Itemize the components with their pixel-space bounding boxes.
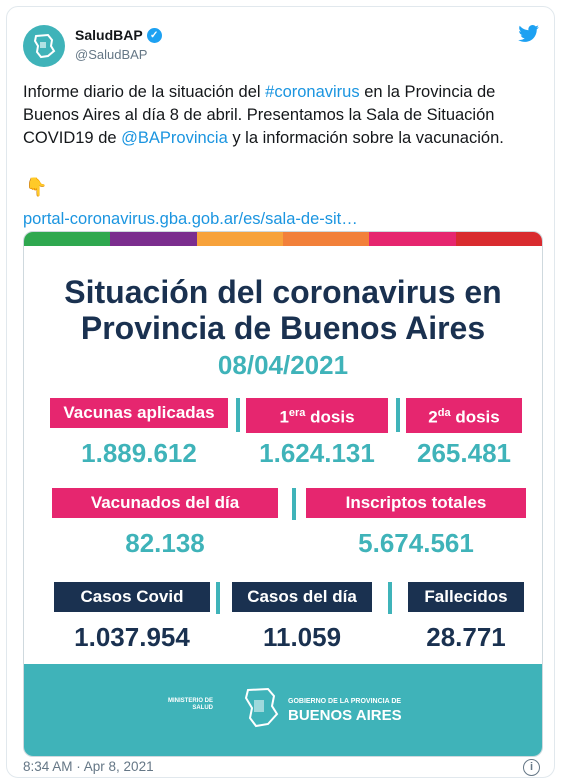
color-stripe-bar — [24, 232, 542, 246]
stripe-red — [456, 232, 542, 246]
inscriptos-totales-label: Inscriptos totales — [306, 488, 526, 518]
vacunados-del-dia-value: 82.138 — [125, 528, 205, 558]
ministerio-line-2: SALUD — [192, 705, 214, 711]
segunda-dosis-number: 2 — [428, 407, 438, 427]
vacunas-aplicadas-label: Vacunas aplicadas — [50, 398, 228, 428]
separator — [292, 488, 296, 520]
tweet-text — [23, 81, 543, 150]
primera-dosis-sup: era — [288, 407, 306, 419]
casos-covid-value: 1.037.954 — [74, 622, 190, 652]
tweet-timestamp[interactable]: 8:34 AM · Apr 8, 2021 — [23, 759, 154, 774]
stripe-yellow — [197, 232, 283, 246]
vacunas-aplicadas-value: 1.889.612 — [81, 438, 197, 468]
tweet-card — [6, 6, 555, 778]
casos-del-dia-label: Casos del día — [232, 582, 372, 612]
separator — [388, 582, 392, 614]
verified-badge-icon: ✓ — [147, 28, 162, 43]
segunda-dosis-sup: da — [437, 407, 451, 419]
buenos-aires-text: BUENOS AIRES — [288, 707, 402, 724]
ministerio-line-1: MINISTERIO DE — [168, 698, 214, 704]
account-name[interactable] — [75, 27, 162, 43]
segunda-dosis-word: dosis — [450, 407, 500, 427]
tweet-text-part2: en la Provincia de Buenos Aires al día 8 de abril. Presentamos la Sala de Situación COVID19 de — [23, 83, 496, 147]
stripe-green — [24, 232, 110, 246]
pointing-down-emoji: 👇 — [25, 177, 48, 197]
infographic-footer — [24, 664, 542, 756]
segunda-dosis-label — [406, 398, 522, 433]
info-icon[interactable]: i — [523, 759, 540, 776]
separator — [216, 582, 220, 614]
inscriptos-totales-value: 5.674.561 — [358, 528, 474, 558]
ministerio-salud-text — [168, 698, 213, 712]
fallecidos-value: 28.771 — [426, 622, 506, 652]
casos-covid-label: Casos Covid — [54, 582, 210, 612]
infographic-date: 08/04/2021 — [217, 350, 349, 380]
infographic-image[interactable] — [23, 231, 543, 757]
infographic-title — [24, 274, 542, 346]
province-map-icon — [31, 33, 57, 59]
separator — [396, 398, 400, 432]
primera-dosis-label — [246, 398, 388, 433]
title-line-1: Situación del coronavirus en — [64, 274, 502, 310]
primera-dosis-number: 1 — [279, 407, 289, 427]
stripe-purple — [110, 232, 196, 246]
tweet-text-part1: Informe diario de la situación del — [23, 83, 266, 101]
province-map-logo-icon — [242, 686, 280, 730]
twitter-bird-icon[interactable] — [518, 25, 540, 48]
gobierno-text: GOBIERNO DE LA PROVINCIA DE — [288, 698, 402, 705]
primera-dosis-value: 1.624.131 — [259, 438, 375, 468]
mention-link[interactable]: @BAProvincia — [121, 129, 228, 147]
separator — [236, 398, 240, 432]
account-handle[interactable]: @SaludBAP — [75, 47, 148, 62]
tweet-text-part3: y la información sobre la vacunación. — [227, 129, 504, 147]
primera-dosis-word: dosis — [305, 407, 355, 427]
hashtag-link[interactable]: #coronavirus — [265, 83, 360, 101]
stripe-pink — [369, 232, 455, 246]
vacunados-del-dia-label: Vacunados del día — [52, 488, 278, 518]
segunda-dosis-value: 265.481 — [417, 438, 511, 468]
account-name-text[interactable]: SaludBAP — [75, 27, 143, 43]
stripe-orange — [283, 232, 369, 246]
fallecidos-label: Fallecidos — [408, 582, 524, 612]
avatar[interactable] — [23, 25, 65, 67]
title-line-2: Provincia de Buenos Aires — [80, 310, 486, 346]
casos-del-dia-value: 11.059 — [262, 622, 342, 652]
portal-link[interactable]: portal-coronavirus.gba.gob.ar/es/sala-de-sit… — [23, 210, 358, 228]
